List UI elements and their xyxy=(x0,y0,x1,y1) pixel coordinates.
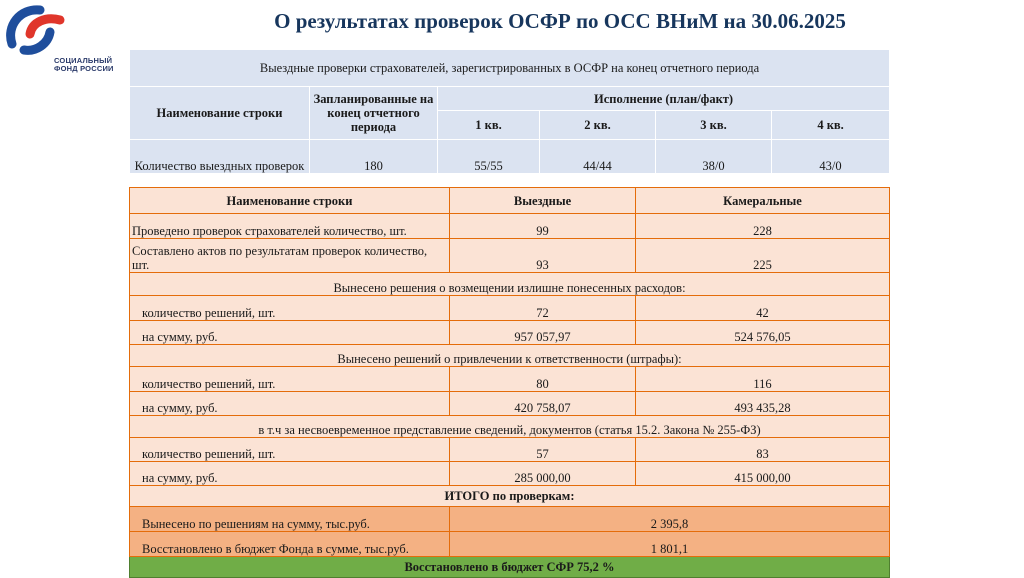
table-row xyxy=(130,438,890,462)
row-label: на сумму, руб. xyxy=(130,462,450,486)
table1-q4: 43/0 xyxy=(772,140,890,174)
table2-col-name: Наименование строки xyxy=(130,188,450,214)
logo-line-1: СОЦИАЛЬНЫЙ xyxy=(54,56,113,65)
table-row xyxy=(130,462,890,486)
inspection-results-table xyxy=(129,187,890,578)
table2-col-field: Выездные xyxy=(450,188,636,214)
row-field: 420 758,07 xyxy=(450,392,636,416)
table-row xyxy=(130,239,890,273)
table1-col-planned: Запланированные на конец отчетного периода xyxy=(310,87,438,140)
row-field: 285 000,00 xyxy=(450,462,636,486)
row-label: Проведено проверок страхователей количество, шт. xyxy=(130,214,450,239)
row-label: на сумму, руб. xyxy=(130,392,450,416)
row-label: количество решений, шт. xyxy=(130,367,450,392)
section-1-title: Вынесено решения о возмещении излишне понесенных расходов: xyxy=(130,273,890,296)
table1-q1: 55/55 xyxy=(438,140,540,174)
table1-col-name: Наименование строки xyxy=(130,87,310,140)
section-3-title: в т.ч за несвоевременное представление сведений, документов (статья 15.2. Закона № 255-ФЗ) xyxy=(130,416,890,438)
row-desk: 225 xyxy=(636,239,890,273)
table2-col-desk: Камеральные xyxy=(636,188,890,214)
table1-planned: 180 xyxy=(310,140,438,174)
table1-q3: 38/0 xyxy=(656,140,772,174)
restored-percent: Восстановлено в бюджет СФР 75,2 % xyxy=(130,557,890,578)
total-title: ИТОГО по проверкам: xyxy=(130,486,890,507)
table-row xyxy=(130,392,890,416)
row-field: 957 057,97 xyxy=(450,321,636,345)
row-field: 99 xyxy=(450,214,636,239)
table-row xyxy=(130,321,890,345)
row-label: количество решений, шт. xyxy=(130,438,450,462)
total-value: 1 801,1 xyxy=(450,532,890,557)
table1-q2: 44/44 xyxy=(540,140,656,174)
logo xyxy=(6,4,126,73)
row-field: 72 xyxy=(450,296,636,321)
table-row xyxy=(130,296,890,321)
row-field: 93 xyxy=(450,239,636,273)
row-desk: 228 xyxy=(636,214,890,239)
row-desk: 415 000,00 xyxy=(636,462,890,486)
table-row xyxy=(130,214,890,239)
quarter-3: 3 кв. xyxy=(656,111,772,140)
row-field: 80 xyxy=(450,367,636,392)
quarter-2: 2 кв. xyxy=(540,111,656,140)
quarter-1: 1 кв. xyxy=(438,111,540,140)
row-label: на сумму, руб. xyxy=(130,321,450,345)
row-desk: 524 576,05 xyxy=(636,321,890,345)
total-value: 2 395,8 xyxy=(450,507,890,532)
row-label: количество решений, шт. xyxy=(130,296,450,321)
table-row xyxy=(130,507,890,532)
table1-row-label: Количество выездных проверок xyxy=(130,140,310,174)
row-label: Составлено актов по результатам проверок количество, шт. xyxy=(130,239,450,273)
row-desk: 42 xyxy=(636,296,890,321)
row-field: 57 xyxy=(450,438,636,462)
field-inspections-table xyxy=(129,49,890,174)
sfr-logo-icon xyxy=(6,4,68,56)
total-label: Восстановлено в бюджет Фонда в сумме, тыс.руб. xyxy=(130,532,450,557)
page-title: О результатах проверок ОСФР по ОСС ВНиМ на 30.06.2025 xyxy=(274,9,846,33)
section-2-title: Вынесено решений о привлечении к ответственности (штрафы): xyxy=(130,345,890,367)
logo-line-2: ФОНД РОССИИ xyxy=(54,64,114,73)
row-desk: 116 xyxy=(636,367,890,392)
table-row xyxy=(130,532,890,557)
row-desk: 83 xyxy=(636,438,890,462)
quarter-4: 4 кв. xyxy=(772,111,890,140)
table1-caption: Выездные проверки страхователей, зарегистрированных в ОСФР на конец отчетного периода xyxy=(130,50,890,87)
table1-col-exec: Исполнение (план/факт) xyxy=(438,87,890,111)
table-row xyxy=(130,367,890,392)
total-label: Вынесено по решениям на сумму, тыс.руб. xyxy=(130,507,450,532)
row-desk: 493 435,28 xyxy=(636,392,890,416)
